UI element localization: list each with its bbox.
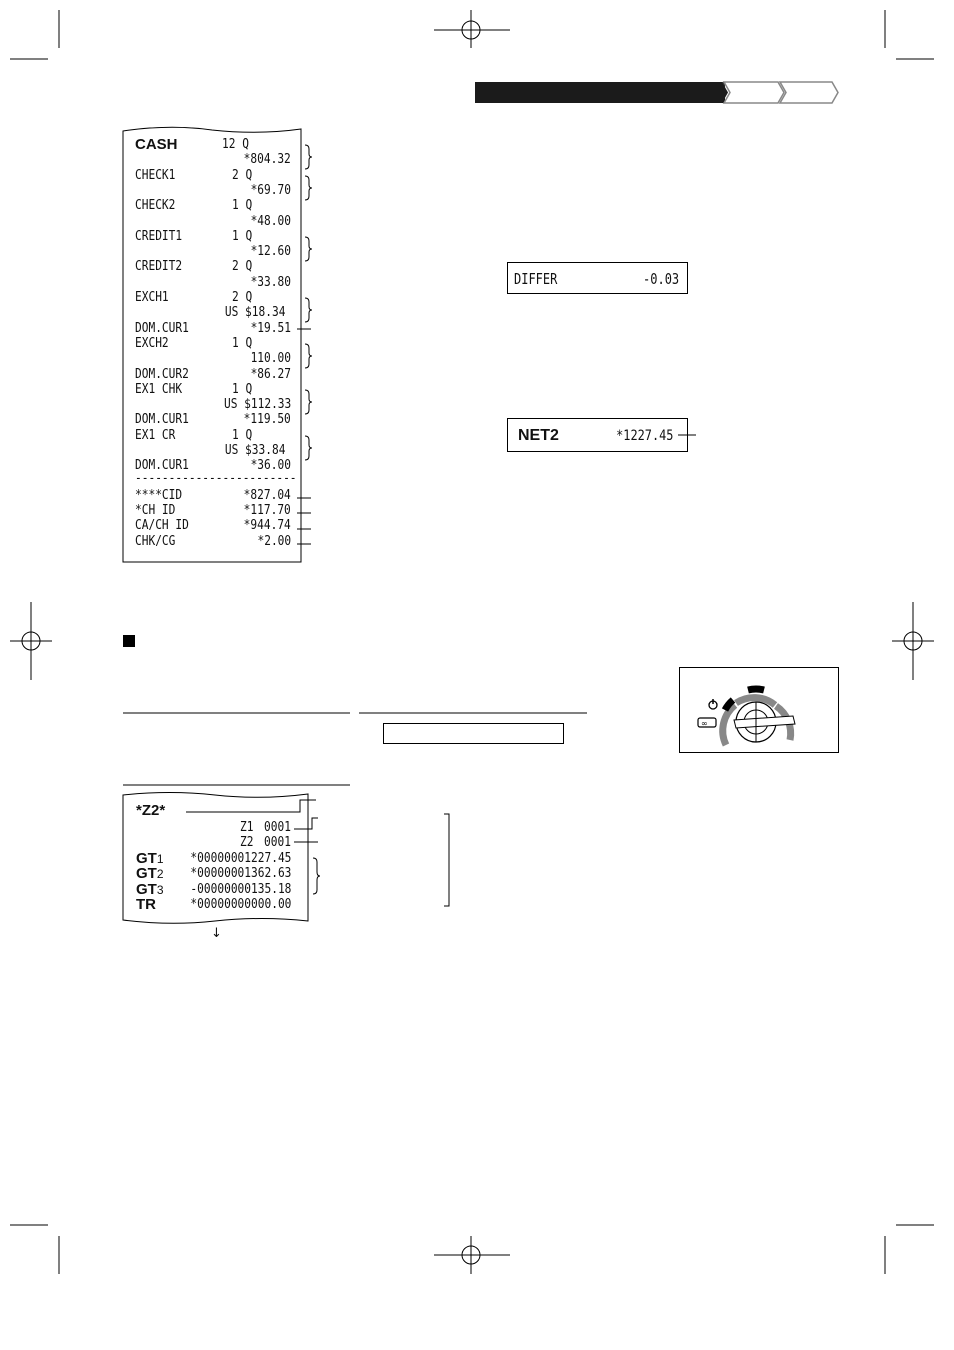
receipt-row-amount: *69.70 [250,182,291,198]
z-counter-value: 0001 [264,820,291,835]
receipt-row-label: DOM.CUR1 [135,320,189,336]
receipt-row-amount: *12.60 [250,244,291,260]
receipt-row-amount: US $112.33 [223,397,291,413]
receipt-row-label: CHECK1 [135,167,176,183]
receipt-total-amount: *117.70 [243,502,291,518]
receipt-row-qty: 2 Q [232,259,253,275]
receipt-row-label: EX1 CR [135,427,176,443]
receipt-row-amount: *36.00 [250,458,291,474]
receipt-row-label: EXCH2 [135,335,169,351]
receipt-row-amount: *86.27 [250,366,291,382]
z-counter-value: 0001 [264,835,291,851]
receipt-row-label: CREDIT2 [135,259,183,275]
differ-label: DIFFER [514,270,558,288]
receipt-row-label: CHECK2 [135,198,176,214]
receipt-row-amount: 110.00 [250,351,291,367]
receipt-row-label: CREDIT1 [135,228,183,244]
gt-value: *00000001362.63 [190,866,291,882]
z-counter-label: Z2 [240,835,254,851]
gt-value: *00000001227.45 [190,851,291,866]
gt-label-text: GT [136,865,157,883]
receipt-row-qty: 1 Q [232,381,253,397]
differ-value: -0.03 [642,270,679,288]
receipt-row-label: DOM.CUR1 [135,412,189,428]
gt-label-index: 2 [156,867,164,882]
receipt-total-label: *CH ID [135,502,176,518]
receipt-row-amount: *48.00 [250,213,291,229]
receipt-row-qty: 1 Q [232,427,253,443]
receipt-total-amount: *827.04 [243,487,291,503]
gt-value: *00000000000.00 [190,897,291,913]
receipt-row-label: EX1 CHK [135,381,183,397]
gt-value: -00000000135.18 [190,881,291,897]
receipt-row-qty: 1 Q [232,228,253,244]
receipt-row-qty: 2 Q [232,167,253,183]
gt-label-text: GT [136,850,157,867]
svg-text:∞: ∞ [701,719,708,728]
receipt-row-amount: *119.50 [243,412,291,428]
receipt-row-label: DOM.CUR1 [135,458,189,474]
receipt-total-amount: *2.00 [257,533,291,549]
z2-title: *Z2* [136,802,166,819]
receipt-row-label: DOM.CUR2 [135,366,189,382]
receipt-total-label: ****CID [135,487,183,503]
gt-label-text: GT [136,880,157,898]
receipt-row-amount: *19.51 [250,320,291,336]
receipt-total-label: CA/CH ID [135,518,189,534]
receipt-row-amount: US $33.84 [224,443,285,458]
receipt-row-qty: 2 Q [232,290,253,305]
gt-label-text: TR [136,896,156,914]
receipt-row-qty: 1 Q [232,335,253,351]
receipt-row-label: CASH [135,136,178,153]
net2-value: *1227.45 [615,428,673,444]
gt-label-index: 1 [156,852,164,866]
continue-arrow: ↓ [211,926,222,941]
z-counter-label: Z1 [240,820,254,835]
receipt-row-label: EXCH1 [135,290,169,305]
gt-label-index: 3 [156,882,164,897]
receipt-row-qty: 12 Q [222,137,249,152]
receipt-total-label: CHK/CG [135,533,176,549]
net2-label: NET2 [518,427,559,444]
receipt-row-amount: *33.80 [250,274,291,290]
receipt-total-amount: *944.74 [243,518,291,534]
receipt-separator: ------------------------ [135,470,297,486]
receipt-row-amount: US $18.34 [224,305,285,321]
receipt-row-amount: *804.32 [243,152,291,168]
receipt-row-qty: 1 Q [232,198,253,214]
